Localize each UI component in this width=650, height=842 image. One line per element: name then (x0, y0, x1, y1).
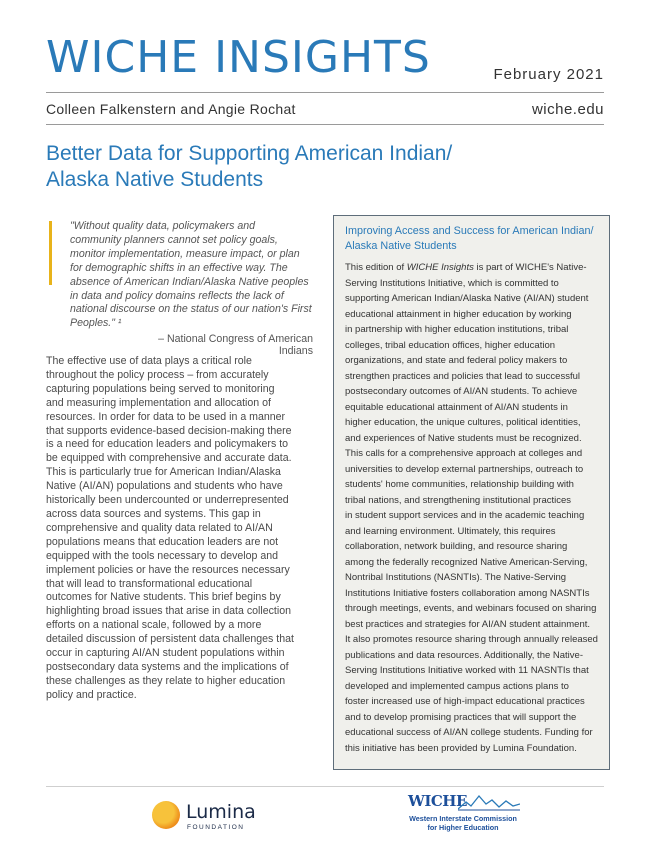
sidebar-intro-italic: WICHE Insights (406, 262, 474, 273)
subheader-rule (46, 124, 604, 125)
quote-line: community planners cannot set policy goals, (70, 233, 278, 246)
quote-line: "Without quality data, policymakers and (70, 220, 256, 232)
body-line: postsecondary data systems and the implications of (46, 660, 289, 673)
publication-date: February 2021 (493, 66, 604, 83)
lumina-subtitle: FOUNDATION (187, 824, 245, 831)
pull-quote (70, 220, 312, 331)
body-line: throughout the policy process – from accurately (46, 368, 269, 381)
body-line: capturing populations being served to monitoring (46, 382, 275, 395)
sidebar-line: and experiences of Native students must be recognized. (345, 432, 582, 444)
body-line: equipped with the tools necessary to develop and (46, 549, 279, 562)
sidebar-heading (345, 224, 600, 254)
sidebar-line: among the federally recognized Native American-Serving, (345, 556, 588, 568)
sidebar-line: Serving Institutions Initiative, which is committed to (345, 277, 559, 289)
sidebar-box (333, 215, 610, 770)
sidebar-line: supporting American Indian/Alaska Native (AI/AN) student (345, 293, 589, 304)
sidebar-heading-line: Alaska Native Students (345, 240, 457, 252)
sidebar-line: This calls for a comprehensive approach at colleges and (345, 448, 583, 459)
sidebar-heading-line: Improving Access and Success for American Indian/ (345, 225, 594, 237)
body-line: outcomes for Native students. This brief begins by (46, 591, 281, 604)
body-line: efforts on a national scale, followed by a more (46, 619, 262, 632)
body-line: be equipped with comprehensive and accurate data. (46, 452, 292, 465)
lumina-wordmark: Lumina (186, 801, 256, 823)
body-line: that supports evidence-based decision-making there (46, 424, 292, 437)
sidebar-line: developed and implemented campus actions plans to (345, 680, 569, 692)
sidebar-line: Institutions Initiative fosters collaboration among NASNTIs (345, 587, 590, 599)
authors: Colleen Falkenstern and Angie Rochat (46, 101, 296, 117)
mountain-icon (458, 792, 520, 812)
body-line: is a need for education leaders and policymakers to (46, 438, 289, 451)
body-line: and measuring implementation and allocation of (46, 396, 271, 409)
sidebar-line: and to develop promising practices that will support the (345, 711, 577, 723)
sidebar-line: educational success of AI/AN college students. Funding for (345, 727, 593, 738)
sidebar-line: and learning environment. Ultimately, this requires (345, 525, 556, 537)
quote-line: Peoples." ¹ (70, 317, 122, 330)
quote-line: monitor implementation, measure impact, or plan (70, 247, 300, 260)
sidebar-line: tribal nations, and strengthening institutional practices (345, 494, 572, 506)
quote-accent-bar (49, 221, 52, 285)
body-line: occur in capturing AI/AN student populations within (46, 647, 285, 660)
sidebar-line: higher education, the unique cultures, political identities, (345, 417, 581, 428)
lumina-sun-icon (152, 801, 180, 829)
sidebar-intro-prefix: This edition of (345, 262, 407, 273)
sidebar-line: in student support services and in the academic teaching (345, 510, 585, 521)
header-rule (46, 92, 604, 93)
body-line: comprehensive and quality data related to AI/AN (46, 521, 273, 534)
body-line: This is particularly true for American Indian/Alaska (46, 466, 281, 479)
quote-line: absence of American Indian/Alaska Native peoples (70, 275, 309, 288)
sidebar-line: this initiative has been provided by Lumina Foundation. (345, 742, 577, 754)
body-line: policy and practice. (46, 688, 137, 701)
body-line: populations means that education leaders are not (46, 535, 279, 548)
sidebar-line: collaboration, network building, and resource sharing (345, 541, 568, 552)
wiche-wordmark: WICHE (408, 792, 467, 810)
body-line: detailed discussion of persistent data challenges that (46, 633, 294, 646)
sidebar-intro-suffix: is part of WICHE's Native- (473, 262, 587, 273)
wiche-subtitle-line: for Higher Education (427, 823, 499, 832)
sidebar-line: colleges, tribal education offices, higher education (345, 339, 556, 351)
wiche-subtitle-line: Western Interstate Commission (409, 814, 517, 823)
lumina-foundation-logo (152, 798, 272, 834)
website-link[interactable]: wiche.edu (531, 101, 604, 118)
masthead-title: WICHE INSIGHTS (46, 32, 431, 83)
sidebar-line: It also promotes resource sharing through annually released (345, 634, 598, 645)
sidebar-line: educational attainment in higher education by working (345, 308, 572, 320)
body-line: implement policies or have the resources necessary (46, 563, 290, 576)
sidebar-line: through meetings, events, and webinars focused on sharing (345, 603, 597, 614)
title-line: Better Data for Supporting American Indian/ (46, 142, 453, 165)
sidebar-line: postsecondary outcomes of AI/AN students. To achieve (345, 386, 578, 397)
body-line: resources. In order for data to be used in a manner (46, 410, 286, 423)
wiche-subtitle (404, 814, 522, 832)
body-line: that will lead to transformational educational (46, 577, 253, 590)
quote-line: national discourse on the status of our nation's First (70, 303, 312, 316)
sidebar-line: Nontribal Institutions (NASNTIs). The Native-Serving (345, 572, 567, 583)
sidebar-line: strengthen practices and policies that lead to successful (345, 370, 580, 382)
sidebar-line: foster increased use of high-impact educational practices (345, 696, 585, 707)
sidebar-line: universities to develop external partnerships, outreach to (345, 463, 584, 475)
body-line: highlighting broad issues that arise in data collection (46, 605, 291, 618)
body-line: these challenges as they relate to higher education (46, 674, 286, 687)
wiche-logo (404, 792, 524, 836)
sidebar-line: organizations, and state and federal policy makers to (345, 355, 568, 366)
quote-line: for demographic shifts in an effective way. The (70, 261, 288, 274)
sidebar-line: publications and data resources. Additionally, the Native- (345, 649, 583, 661)
body-paragraph (46, 355, 312, 703)
sidebar-line (345, 260, 603, 276)
body-line: The effective use of data plays a critical role (46, 355, 252, 367)
footer-rule (46, 786, 604, 787)
body-line: across data sources and systems. This gap in (46, 507, 261, 520)
body-line: Native (AI/AN) populations and students who have (46, 480, 283, 493)
title-line: Alaska Native Students (46, 168, 264, 191)
quote-line: in data and policy domains reflects the lack of (70, 289, 284, 302)
sidebar-line: students' home communities, relationship building with (345, 479, 574, 490)
sidebar-line: best practices and strategies for AI/AN student attainment. (345, 618, 591, 630)
sidebar-line: Serving Institutions Initiative worked with 11 NASNTIs that (345, 665, 589, 676)
sidebar-body (345, 260, 603, 756)
quote-attribution: – National Congress of American Indians (158, 333, 313, 357)
document-title (46, 141, 606, 193)
sidebar-line: in partnership with higher education institutions, tribal (345, 324, 569, 335)
sidebar-line: equitable educational attainment of AI/AN students in (345, 401, 568, 413)
body-line: historically been undercounted or underrepresented (46, 494, 289, 507)
